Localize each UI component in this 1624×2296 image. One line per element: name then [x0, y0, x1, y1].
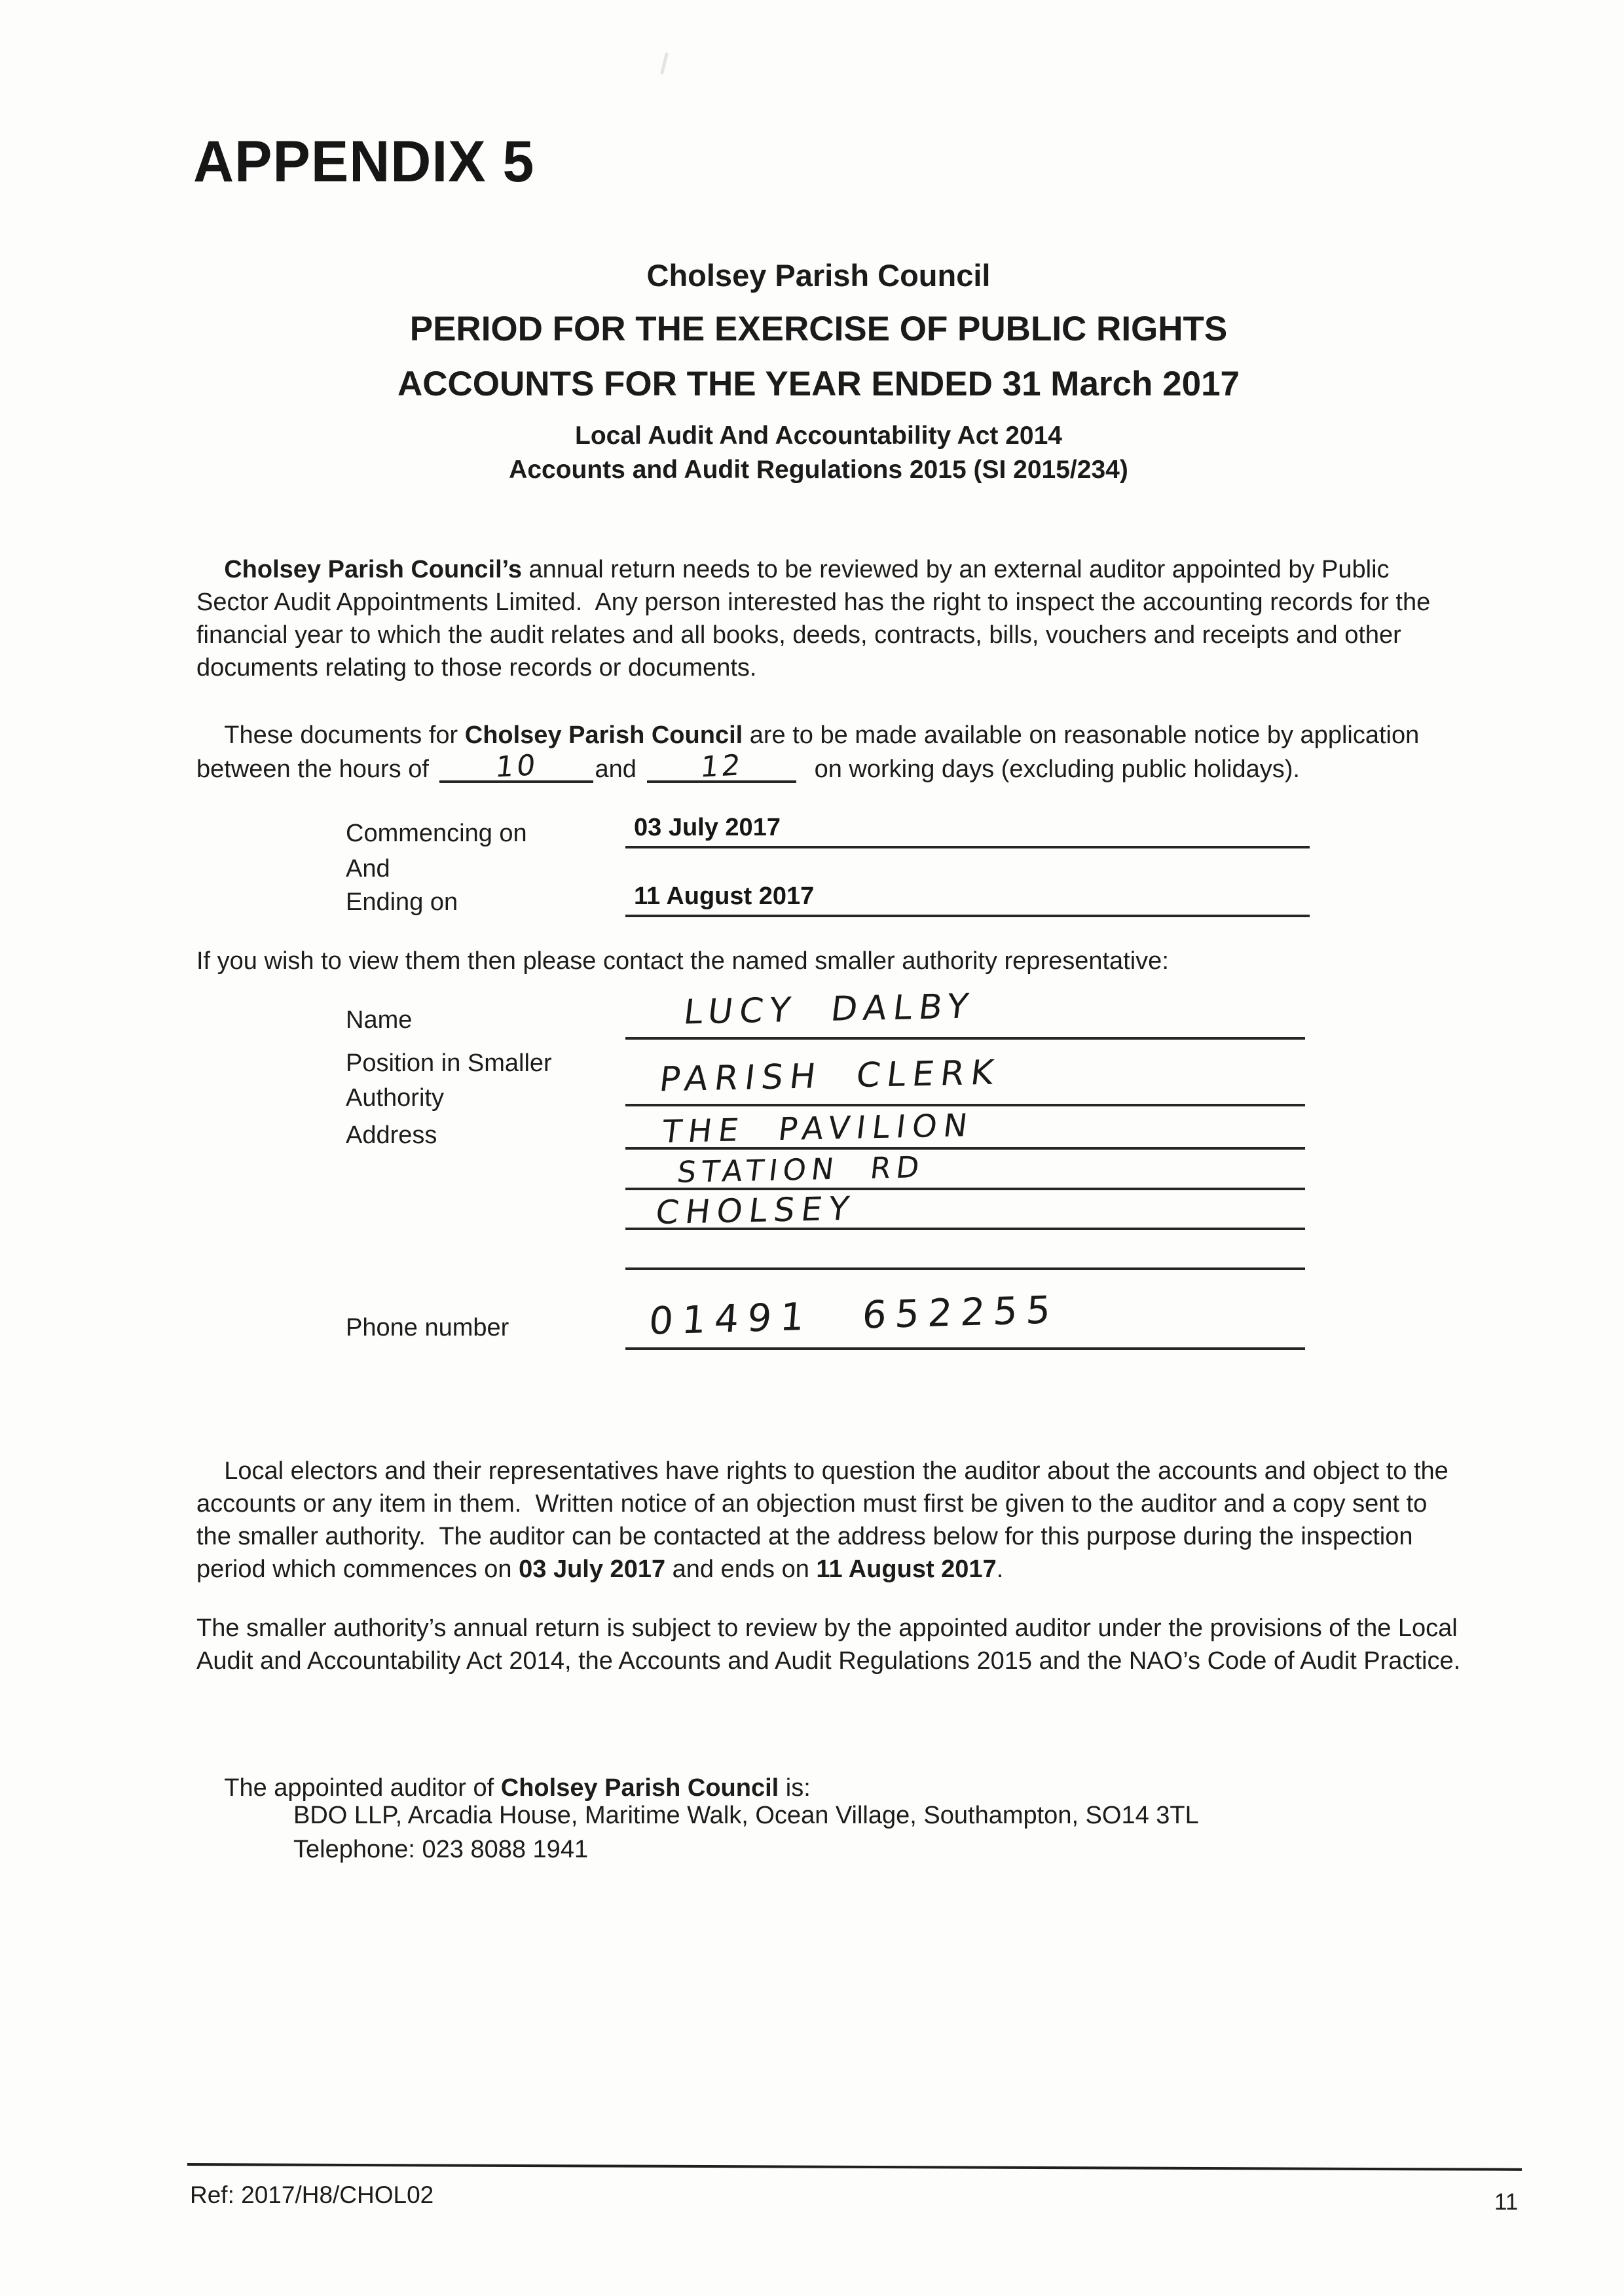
inspection-end-date-bold: 11 August 2017 — [816, 1556, 997, 1583]
address-line2-handwritten: STATION RD — [675, 1150, 927, 1190]
address-field-line-3 — [625, 1228, 1305, 1230]
hours-from-handwritten: 10 — [494, 748, 540, 784]
ending-date: 11 August 2017 — [634, 883, 815, 910]
availability-and: and — [595, 756, 644, 783]
scan-artifact — [660, 52, 669, 75]
council-name: Cholsey Parish Council — [646, 258, 991, 293]
act-reference: Local Audit And Accountability Act 2014 — [575, 422, 1062, 450]
position-label: Position in Smaller Authority — [346, 1049, 552, 1112]
hours-to-field — [647, 748, 796, 784]
commencing-on-label: Commencing on — [346, 820, 527, 847]
phone-handwritten: 01491 652255 — [647, 1287, 1061, 1343]
council-name-bold-2: Cholsey Parish Council — [464, 721, 743, 749]
auditor-post: is: — [779, 1774, 811, 1802]
council-name-bold: Cholsey Parish Council’s — [224, 556, 522, 583]
position-handwritten: PARISH CLERK — [657, 1053, 1003, 1100]
commencing-date-line — [625, 846, 1310, 848]
availability-mid: are to be made available on reasonable notice by application between the hours of — [196, 721, 1426, 783]
availability-pre: These documents for — [224, 721, 465, 749]
ending-on-label: Ending on — [346, 888, 458, 916]
inspection-start-date-bold: 03 July 2017 — [519, 1556, 666, 1583]
address-label: Address — [346, 1121, 437, 1149]
electors-post: . — [996, 1556, 1004, 1583]
address-line3-handwritten: CHOLSEY — [654, 1189, 858, 1232]
paragraph-electors-rights — [196, 1422, 1464, 1618]
commencing-date: 03 July 2017 — [634, 814, 781, 841]
hours-to-handwritten: 12 — [699, 748, 745, 784]
auditor-address: BDO LLP, Arcadia House, Maritime Walk, Ocean Village, Southampton, SO14 3TL — [293, 1802, 1199, 1829]
appendix-heading: APPENDIX 5 — [193, 129, 535, 194]
address-field-line-1 — [625, 1147, 1305, 1150]
name-handwritten: LUCY DALBY — [681, 987, 977, 1032]
address-field-line-4 — [625, 1267, 1305, 1270]
title-block — [92, 257, 1545, 486]
address-line1-handwritten: THE PAVILION — [660, 1107, 976, 1150]
ending-date-line — [625, 915, 1310, 917]
page-number: 11 — [1494, 2189, 1519, 2215]
availability-post: on working days (excluding public holidays). — [800, 756, 1300, 783]
electors-pre: Local electors and their representatives have rights to question the auditor about the accounts and object to the accounts or any item in them. Written notice of an objection must first be given to the auditor and a copy sent to the smaller authority. The auditor can be contacted at the address below for this purpose during the inspection period which commences on — [196, 1457, 1456, 1583]
hours-from-field — [439, 748, 593, 784]
footer-reference: Ref: 2017/H8/CHOL02 — [190, 2181, 434, 2208]
position-field-line — [625, 1104, 1305, 1106]
contact-intro: If you wish to view them then please contact the named smaller authority representative: — [196, 947, 1169, 975]
doc-subtitle-1: PERIOD FOR THE EXERCISE OF PUBLIC RIGHTS — [409, 310, 1228, 348]
name-field-line — [625, 1037, 1305, 1040]
phone-field-line — [625, 1347, 1305, 1350]
paragraph-review-provisions: The smaller authority’s annual return is subject to review by the appointed auditor under the provisions of the Local Audit and Accountability Act 2014, the Accounts and Audit Regulations 2015 and the NAO’s Code of Audit Practice. — [196, 1614, 1464, 1675]
paragraph-availability — [196, 686, 1464, 818]
doc-subtitle-2: ACCOUNTS FOR THE YEAR ENDED 31 March 2017 — [397, 365, 1240, 403]
electors-mid: and ends on — [665, 1556, 817, 1583]
paragraph-annual-return-text: annual return needs to be reviewed by an external auditor appointed by Public Sector Audit Appointments Limited. Any person interested has the right to inspect the accounting records for the financial year to which the audit relates and all books, deeds, contracts, bills, vouchers and receipts and other documents relating to those records or documents. — [196, 556, 1437, 682]
and-label: And — [346, 855, 390, 883]
regulations-reference: Accounts and Audit Regulations 2015 (SI 2015/234) — [509, 456, 1128, 484]
auditor-pre: The appointed auditor of — [224, 1774, 501, 1802]
phone-label: Phone number — [346, 1314, 509, 1341]
address-field-line-2 — [625, 1188, 1305, 1190]
footer-divider — [187, 2163, 1522, 2171]
name-label: Name — [346, 1006, 413, 1034]
auditor-telephone: Telephone: 023 8088 1941 — [293, 1836, 589, 1863]
council-name-bold-3: Cholsey Parish Council — [500, 1774, 779, 1802]
